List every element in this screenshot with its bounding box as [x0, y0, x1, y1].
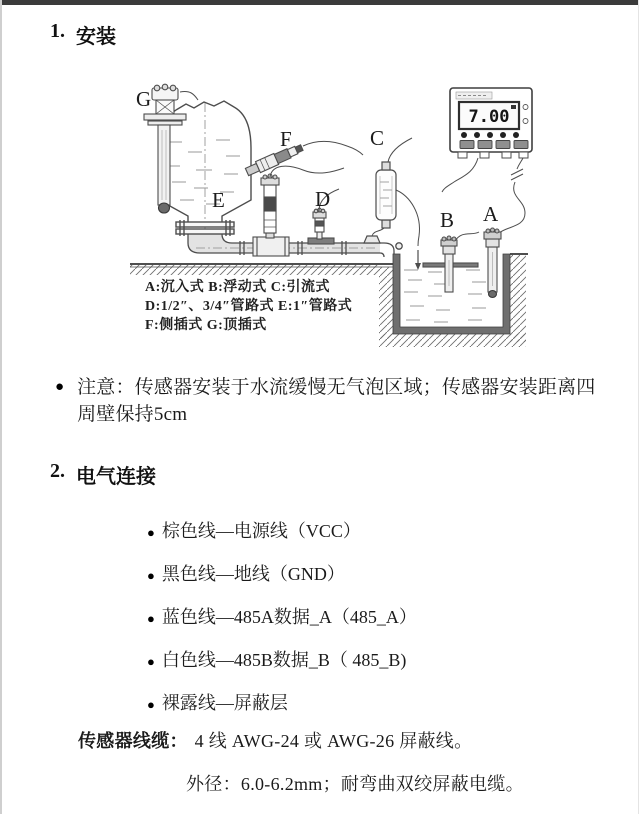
installation-note: [55, 374, 614, 428]
diagram-legend-line-1: A:沉入式 B:浮动式 C:引流式: [145, 280, 331, 295]
label-c: C: [370, 126, 385, 150]
section-1-heading: [50, 20, 116, 49]
wire-item-label: 裸露线—屏蔽层: [161, 693, 288, 713]
wire-item-brown: [147, 519, 417, 545]
wire-item-label: 白色线—485B数据_B（ 485_B): [161, 650, 407, 670]
label-a: A: [483, 202, 499, 226]
sensor-b-floating: [423, 232, 479, 292]
meter-display-flag-icon: [511, 105, 516, 109]
wire-list: [147, 519, 417, 734]
installation-diagram: [128, 80, 628, 365]
label-b: B: [440, 208, 455, 232]
wire-item-white: [147, 648, 417, 674]
section-2-heading: [50, 460, 156, 489]
note-bullet-icon: ●: [55, 379, 65, 395]
meter-display-value: 7.00: [468, 107, 510, 127]
section-1-title: 安装: [76, 26, 116, 48]
bullet-icon: ●: [147, 525, 155, 540]
ground-hatching-left: [130, 264, 393, 275]
bullet-icon: ●: [147, 611, 155, 626]
section-2-title: 电气连接: [76, 466, 156, 488]
installation-diagram-svg: [128, 80, 628, 365]
section-1-number: 1.: [50, 20, 65, 42]
wire-item-label: 黑色线—地线（GND）: [161, 564, 345, 584]
label-d: D: [315, 187, 331, 211]
bullet-icon: ●: [147, 654, 155, 669]
page-left-border: [0, 0, 2, 814]
meter-cable-right: [499, 158, 525, 233]
sensor-cable-spec: [78, 727, 472, 753]
section-2-number: 2.: [50, 460, 65, 482]
diagram-legend-line-3: F:侧插式 G:顶插式: [145, 318, 267, 333]
wire-item-blue: [147, 605, 417, 631]
page-top-border: [0, 0, 639, 5]
sensor-g-top-insert: [144, 84, 198, 213]
bullet-icon: ●: [147, 697, 155, 712]
sensor-cable-value: 4 线 AWG-24 或 AWG-26 屏蔽线。: [194, 731, 473, 751]
note-text: 注意：传感器安装于水流缓慢无气泡区域；传感器安装距离四周壁保持5cm: [77, 377, 596, 425]
wire-item-black: [147, 562, 417, 588]
label-f: F: [280, 127, 292, 151]
bullet-icon: ●: [147, 568, 155, 583]
sensor-a-immersed: [484, 228, 501, 298]
label-g: G: [136, 87, 152, 111]
wire-item-bare: [147, 691, 417, 717]
meter-cable-left: [442, 158, 478, 192]
sensor-cable-label: 传感器线缆：: [78, 731, 188, 751]
diagram-legend-line-2: D:1/2″、3/4″管路式 E:1″管路式: [145, 299, 353, 314]
meter-cable-glands: [458, 152, 528, 158]
sensor-f-side-insert: [245, 141, 363, 177]
wire-item-label: 蓝色线—485A数据_A（485_A）: [161, 607, 417, 627]
sensor-cable-spec-2: 外径：6.0-6.2mm；耐弯曲双绞屏蔽电缆。: [186, 774, 524, 794]
wire-item-label: 棕色线—电源线（VCC）: [161, 521, 361, 541]
label-e: E: [212, 188, 225, 212]
